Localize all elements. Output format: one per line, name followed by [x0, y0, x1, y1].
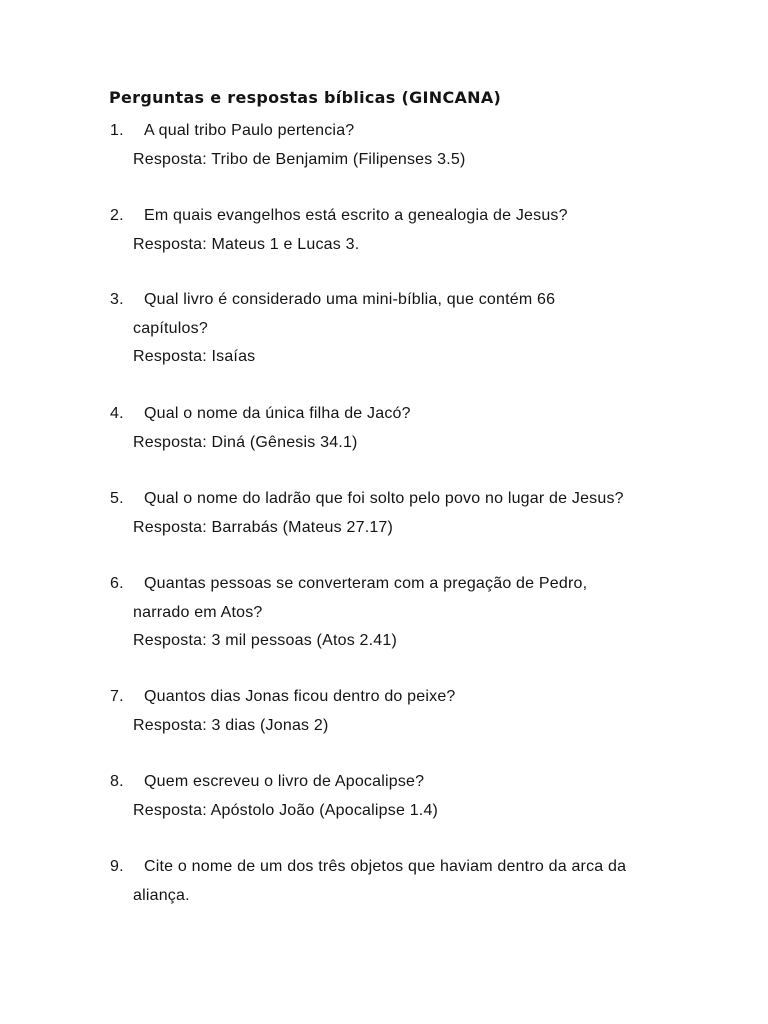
answer-text: Resposta: Barrabás (Mateus 27.17) — [133, 518, 394, 536]
question-text: Em quais evangelhos está escrito a genealogia de Jesus? — [144, 207, 568, 224]
question-line — [110, 117, 670, 146]
question-line — [110, 485, 670, 514]
question-line — [110, 286, 670, 315]
question-line — [110, 202, 670, 231]
question-text: Qual o nome da única filha de Jacó? — [144, 405, 411, 422]
question-line — [110, 853, 670, 882]
question-item-5 — [110, 485, 670, 542]
answer-text: Resposta: Tribo de Benjamim (Filipenses 3.5) — [133, 150, 466, 168]
question-text: Qual livro é considerado uma mini-bíblia, que contém 66 — [144, 291, 556, 308]
answer-text: Resposta: Isaías — [133, 348, 256, 365]
question-item-7 — [110, 683, 670, 740]
question-number: 4. — [110, 405, 124, 422]
question-number: 5. — [110, 490, 124, 507]
question-item-4 — [110, 400, 670, 457]
question-item-6 — [110, 570, 670, 656]
question-number: 9. — [110, 858, 124, 875]
answer-text: Resposta: Diná (Gênesis 34.1) — [133, 433, 358, 451]
answer-text: Resposta: 3 mil pessoas (Atos 2.41) — [133, 632, 398, 649]
question-number: 6. — [110, 575, 124, 592]
question-line — [110, 400, 670, 429]
question-text: Quantas pessoas se converteram com a pregação de Pedro, — [144, 575, 588, 592]
question-number: 2. — [110, 207, 124, 224]
answer-text: Resposta: Apóstolo João (Apocalipse 1.4) — [133, 801, 439, 819]
question-text-continued: capítulos? — [133, 319, 208, 337]
question-line — [110, 570, 670, 599]
question-number: 1. — [110, 122, 124, 139]
answer-text: Resposta: Mateus 1 e Lucas 3. — [133, 235, 360, 253]
question-item-2 — [110, 202, 670, 259]
question-text: Quem escreveu o livro de Apocalipse? — [144, 773, 425, 790]
question-item-9 — [110, 853, 670, 910]
question-text-continued: narrado em Atos? — [133, 603, 263, 621]
question-text-continued: aliança. — [133, 886, 190, 904]
question-number: 7. — [110, 688, 124, 705]
question-item-1 — [110, 117, 670, 174]
question-text: Cite o nome de um dos três objetos que haviam dentro da arca da — [144, 858, 627, 875]
question-item-3 — [110, 286, 670, 372]
question-line — [110, 683, 670, 712]
question-text: Quantos dias Jonas ficou dentro do peixe? — [144, 688, 456, 705]
question-text: Qual o nome do ladrão que foi solto pelo povo no lugar de Jesus? — [144, 490, 624, 507]
question-line — [110, 768, 670, 797]
answer-text: Resposta: 3 dias (Jonas 2) — [133, 716, 329, 734]
question-number: 8. — [110, 773, 124, 790]
question-number: 3. — [110, 291, 124, 308]
question-text: A qual tribo Paulo pertencia? — [144, 122, 355, 139]
document-title: Perguntas e respostas bíblicas (GINCANA) — [109, 88, 502, 107]
question-item-8 — [110, 768, 670, 825]
